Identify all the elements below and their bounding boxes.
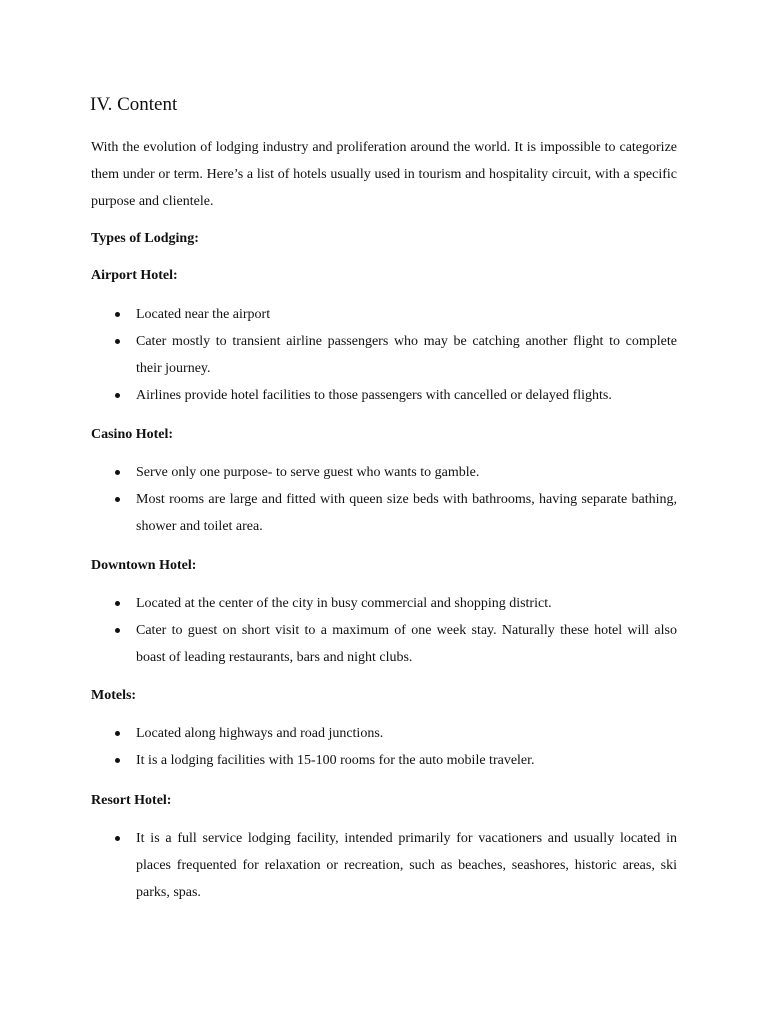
list-item (91, 382, 677, 409)
section-title-motels: Motels: (91, 688, 137, 703)
list-item (91, 328, 677, 382)
bullet-icon (115, 339, 120, 344)
bullet-icon (115, 731, 120, 736)
list-item (91, 590, 677, 617)
page-title: IV. Content (90, 94, 178, 115)
bullet-icon (115, 628, 120, 633)
section-title-casino-hotel: Casino Hotel: (91, 427, 174, 442)
list-item (91, 825, 677, 906)
list-item (91, 301, 677, 328)
intro-paragraph: With the evolution of lodging industry and proliferation around the world. It is impossible to categorize them under or term. Here’s a list of hotels usually used in tourism and hospitality circuit, with a specific purpose and clientele. (91, 140, 677, 209)
list-item-text: Located near the airport (136, 307, 271, 322)
list-item (91, 486, 677, 540)
list-item-text: Most rooms are large and fitted with queen size beds with bathrooms, having separate bathing, shower and toilet area. (136, 492, 677, 534)
list-item-text: Located at the center of the city in busy commercial and shopping district. (136, 596, 552, 611)
bullet-icon (115, 393, 120, 398)
bullet-icon (115, 312, 120, 317)
list-item (91, 617, 677, 671)
bullet-icon (115, 758, 120, 763)
bullet-icon (115, 836, 120, 841)
list-item-text: Located along highways and road junctions. (136, 726, 384, 741)
list-item (91, 459, 677, 486)
list-item-text: Cater to guest on short visit to a maximum of one week stay. Naturally these hotel will also boast of leading restaurants, bars and night clubs. (136, 623, 677, 665)
section-title-downtown-hotel: Downtown Hotel: (91, 558, 197, 573)
list-item-text: Airlines provide hotel facilities to those passengers with cancelled or delayed flights. (136, 388, 612, 403)
bullet-icon (115, 497, 120, 502)
airport-hotel-list (91, 301, 677, 409)
list-item-text: It is a lodging facilities with 15-100 rooms for the auto mobile traveler. (136, 753, 535, 768)
downtown-hotel-list (91, 590, 677, 671)
list-item-text: Serve only one purpose- to serve guest who wants to gamble. (136, 465, 480, 480)
motels-list (91, 720, 677, 774)
bullet-icon (115, 601, 120, 606)
section-title-airport-hotel: Airport Hotel: (91, 268, 178, 283)
types-of-lodging-label: Types of Lodging: (91, 231, 199, 246)
list-item (91, 747, 677, 774)
list-item-text: Cater mostly to transient airline passengers who may be catching another flight to complete their journey. (136, 334, 677, 376)
section-title-resort-hotel: Resort Hotel: (91, 793, 172, 808)
casino-hotel-list (91, 459, 677, 540)
resort-hotel-list (91, 825, 677, 906)
list-item (91, 720, 677, 747)
bullet-icon (115, 470, 120, 475)
list-item-text: It is a full service lodging facility, intended primarily for vacationers and usually located in places frequented for relaxation or recreation, such as beaches, seashores, historic areas, ski parks, spas. (136, 831, 677, 900)
